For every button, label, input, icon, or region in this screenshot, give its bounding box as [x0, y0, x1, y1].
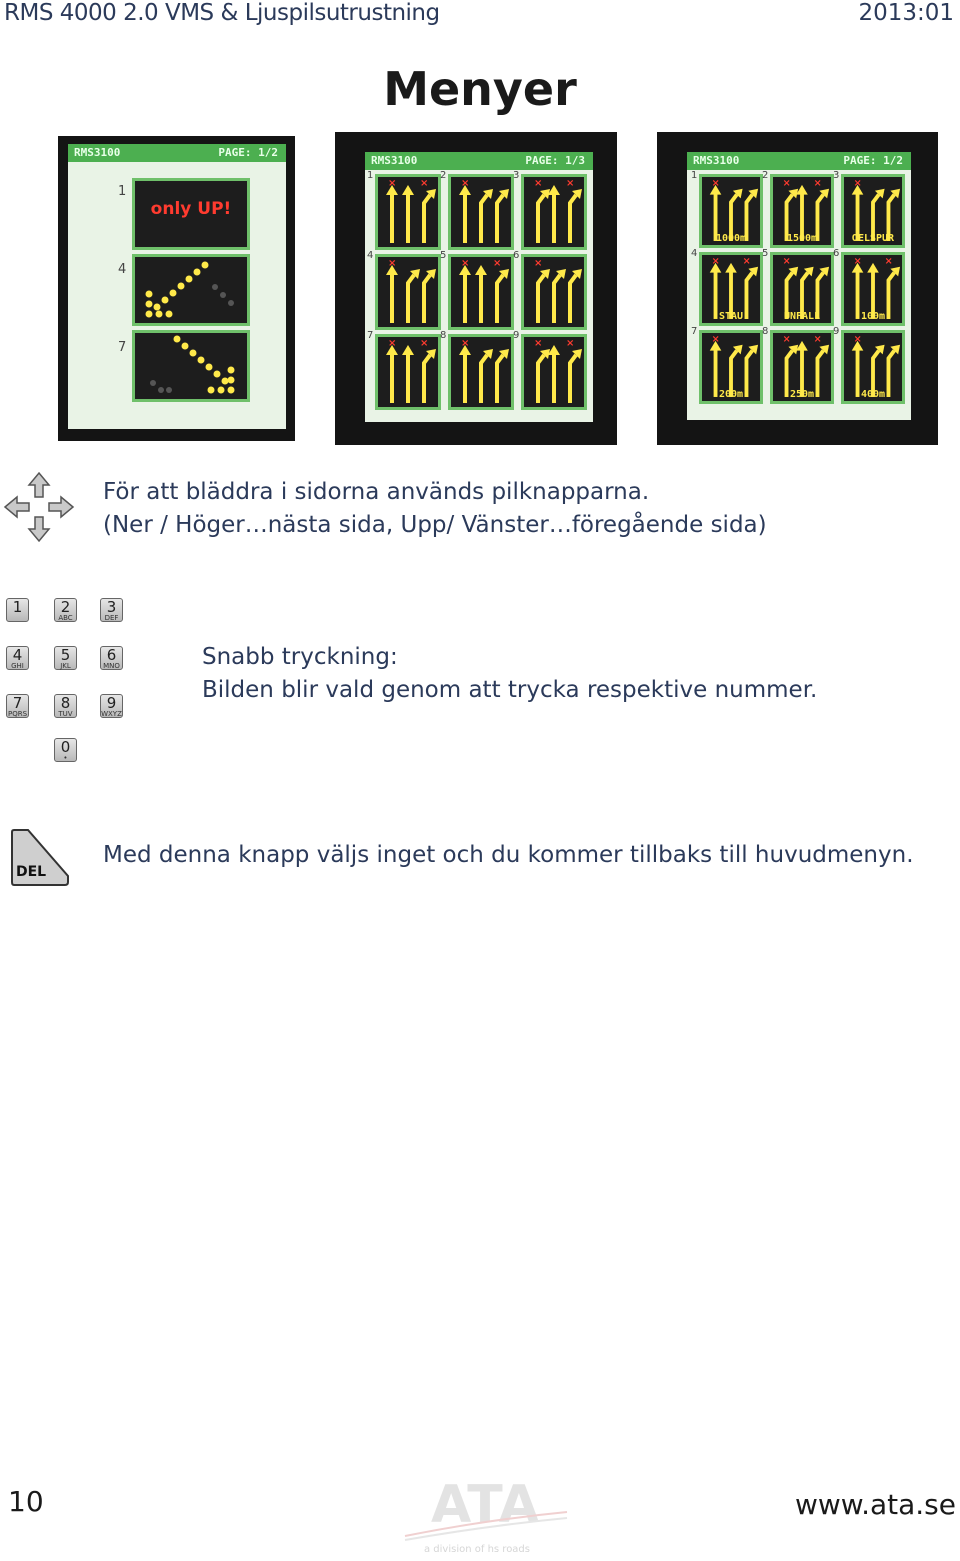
header-right: 2013:01	[858, 0, 954, 26]
arrow-keys-icon	[3, 471, 75, 543]
ata-logo	[395, 1470, 575, 1555]
lane-sign-1[interactable]	[375, 174, 441, 250]
key-letters: ABC	[58, 614, 73, 622]
del-key-icon	[10, 828, 72, 888]
key-letters: MNO	[103, 662, 120, 670]
item-number: 7	[367, 330, 374, 341]
key-digit: 1	[12, 598, 23, 616]
key-letters: GHI	[11, 662, 24, 670]
lane-sign-8[interactable]	[770, 330, 834, 404]
lane-sign-9[interactable]	[841, 330, 905, 404]
svg-text:×: ×	[388, 178, 397, 189]
key-letters: WXYZ	[101, 710, 122, 718]
header-left: RMS 4000 2.0 VMS & Ljuspilsutrustning	[4, 0, 440, 26]
lane-sign-5[interactable]	[770, 252, 834, 326]
screen-bar: RMS3100 PAGE: 1/3	[365, 152, 593, 170]
lane-sign-label: 1000m	[715, 233, 747, 244]
key-2[interactable]	[54, 598, 77, 622]
svg-text:×: ×	[461, 338, 470, 349]
key-letters: TUV	[58, 710, 73, 718]
lane-sign-label: UNFALL	[783, 311, 821, 322]
svg-text:×: ×	[388, 258, 397, 269]
svg-text:×: ×	[853, 177, 862, 189]
sign-arrow-down-right[interactable]	[132, 330, 250, 402]
lane-sign-label: 100m	[860, 311, 886, 322]
lane-sign-3[interactable]	[841, 174, 905, 248]
svg-text:×: ×	[782, 255, 791, 267]
screen-bar: RMS3100 PAGE: 1/2	[68, 144, 286, 162]
svg-text:×: ×	[566, 178, 575, 189]
svg-text:a division of hs roads: a division of hs roads	[424, 1544, 530, 1555]
item-number: 3	[513, 170, 520, 181]
item-number: 3	[833, 170, 840, 181]
item-number: 7	[691, 326, 698, 337]
lane-sign-6[interactable]	[841, 252, 905, 326]
lane-sign-4[interactable]	[699, 252, 763, 326]
item-number: 8	[762, 326, 769, 337]
sign-arrow-down-left[interactable]	[132, 254, 250, 326]
screen-bar: RMS3100 PAGE: 1/2	[687, 152, 911, 170]
svg-text:×: ×	[782, 177, 791, 189]
key-letters: JKL	[60, 662, 71, 670]
item-number: 5	[440, 250, 447, 261]
svg-text:×: ×	[742, 255, 751, 267]
page-number: 10	[8, 1485, 44, 1518]
svg-text:×: ×	[493, 258, 502, 269]
key-digit: 6	[106, 646, 117, 664]
svg-text:×: ×	[813, 177, 822, 189]
lane-sign-label: 1500m	[786, 233, 818, 244]
nav-line-1: För att bläddra i sidorna används pilknapparna.	[103, 479, 650, 505]
lane-sign-3[interactable]	[521, 174, 587, 250]
item-number: 4	[367, 250, 374, 261]
lane-sign-6[interactable]	[521, 254, 587, 330]
svg-text:×: ×	[534, 178, 543, 189]
lane-sign-label: STAU	[718, 311, 744, 322]
item-number: 2	[762, 170, 769, 181]
screen-photo-3	[657, 132, 938, 445]
page-title: Menyer	[383, 62, 577, 116]
lane-sign-1[interactable]	[699, 174, 763, 248]
key-digit: 0	[60, 738, 71, 756]
svg-text:×: ×	[711, 177, 720, 189]
item-number: 4	[118, 262, 127, 277]
quick-press-desc: Bilden blir vald genom att trycka respektive nummer.	[202, 677, 818, 703]
svg-text:×: ×	[853, 255, 862, 267]
lane-sign-7[interactable]	[375, 334, 441, 410]
key-1[interactable]	[6, 598, 29, 622]
key-7[interactable]	[6, 694, 29, 718]
item-number: 2	[440, 170, 447, 181]
svg-text:×: ×	[461, 258, 470, 269]
key-6[interactable]	[100, 646, 123, 670]
key-0[interactable]	[54, 738, 77, 762]
svg-text:×: ×	[534, 258, 543, 269]
svg-text:×: ×	[461, 178, 470, 189]
lane-sign-label: 250m	[789, 389, 815, 400]
svg-text:×: ×	[388, 338, 397, 349]
lane-sign-2[interactable]	[448, 174, 514, 250]
lane-sign-5[interactable]	[448, 254, 514, 330]
key-digit: 2	[60, 598, 71, 616]
svg-text:×: ×	[420, 338, 429, 349]
svg-text:DEL: DEL	[16, 864, 47, 880]
key-letters: PQRS	[7, 710, 28, 718]
quick-press-title: Snabb tryckning:	[202, 644, 398, 670]
website-url: www.ata.se	[794, 1488, 956, 1521]
item-number: 9	[513, 330, 520, 341]
item-number: 1	[367, 170, 374, 181]
lane-sign-2[interactable]	[770, 174, 834, 248]
lane-sign-8[interactable]	[448, 334, 514, 410]
key-3[interactable]	[100, 598, 123, 622]
key-letters: •	[63, 754, 68, 762]
sign-only-up[interactable]: only UP!	[132, 178, 250, 250]
lane-sign-label: OELSPUR	[851, 233, 895, 244]
key-letters: DEF	[104, 614, 119, 622]
key-digit: 3	[106, 598, 117, 616]
item-number: 4	[691, 248, 698, 259]
screen-photo-1	[58, 136, 295, 441]
svg-text:×: ×	[884, 255, 893, 267]
svg-text:×: ×	[420, 178, 429, 189]
item-number: 6	[513, 250, 520, 261]
svg-text:×: ×	[711, 333, 720, 345]
item-number: 1	[118, 184, 127, 199]
lane-sign-label: 200m	[718, 389, 744, 400]
key-9[interactable]	[100, 694, 123, 718]
key-digit: 4	[12, 646, 23, 664]
key-8[interactable]	[54, 694, 77, 718]
key-digit: 5	[60, 646, 71, 664]
svg-text:×: ×	[782, 333, 791, 345]
key-5[interactable]	[54, 646, 77, 670]
lane-sign-9[interactable]	[521, 334, 587, 410]
svg-text:×: ×	[853, 333, 862, 345]
screen-photo-2	[335, 132, 617, 445]
svg-text:×: ×	[566, 338, 575, 349]
lane-sign-7[interactable]	[699, 330, 763, 404]
item-number: 8	[440, 330, 447, 341]
lane-sign-4[interactable]	[375, 254, 441, 330]
nav-line-2: (Ner / Höger…nästa sida, Upp/ Vänster…föregående sida)	[103, 512, 767, 538]
key-digit: 9	[106, 694, 117, 712]
del-description: Med denna knapp väljs inget och du kommer tillbaks till huvudmenyn.	[103, 842, 914, 868]
item-number: 7	[118, 340, 127, 355]
item-number: 9	[833, 326, 840, 337]
svg-text:×: ×	[534, 338, 543, 349]
item-number: 5	[762, 248, 769, 259]
svg-text:ATA: ATA	[431, 1475, 539, 1535]
key-digit: 7	[12, 694, 23, 712]
lane-sign-label: 400m	[860, 389, 886, 400]
item-number: 1	[691, 170, 698, 181]
key-digit: 8	[60, 694, 71, 712]
svg-text:×: ×	[711, 255, 720, 267]
key-4[interactable]	[6, 646, 29, 670]
svg-text:×: ×	[813, 333, 822, 345]
item-number: 6	[833, 248, 840, 259]
